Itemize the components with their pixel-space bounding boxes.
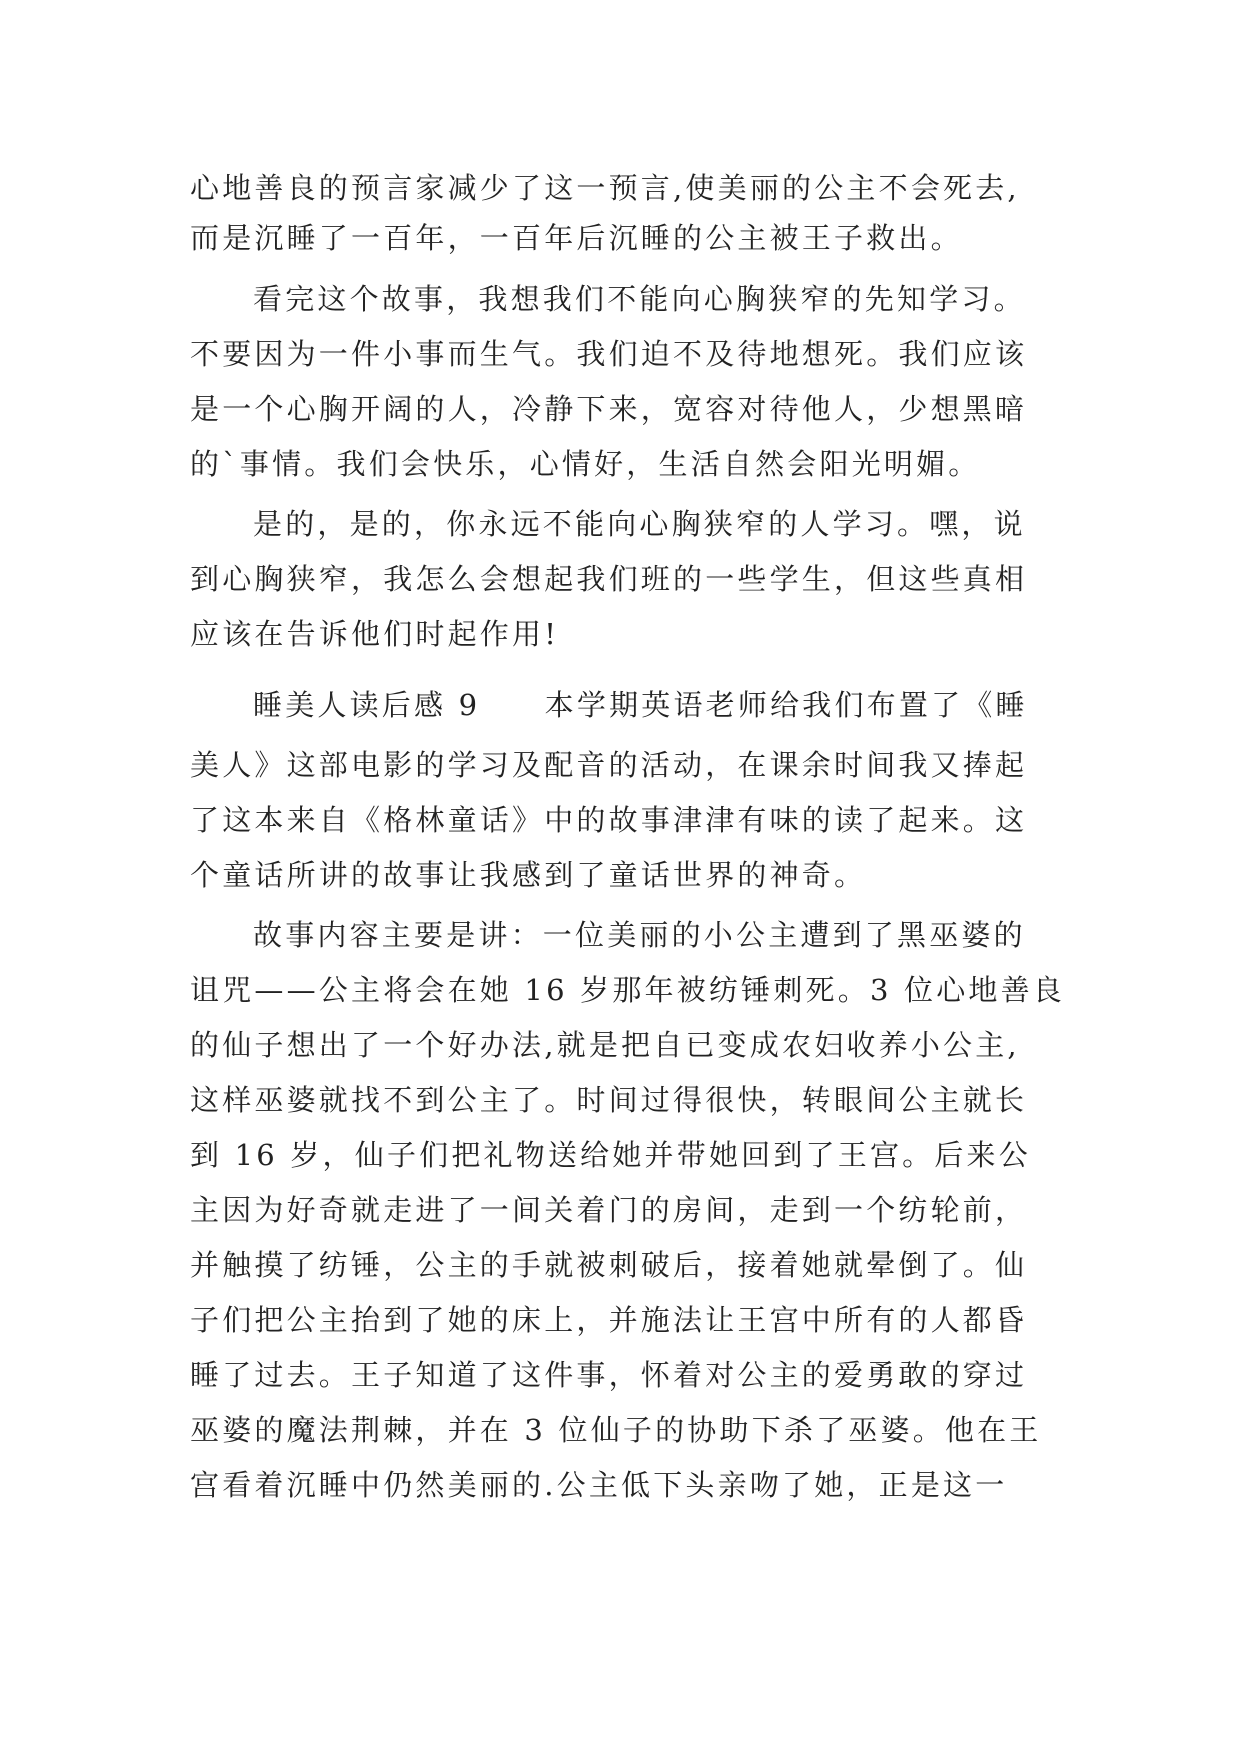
text-line: 是一个心胸开阔的人，冷静下来，宽容对待他人，少想黑暗 — [190, 392, 1028, 426]
section-heading-line: 睡美人读后感 9 本学期英语老师给我们布置了《睡 — [253, 688, 1028, 722]
paragraph-start-line: 是的，是的，你永远不能向心胸狭窄的人学习。嘿，说 — [253, 507, 1026, 541]
text-line: 应该在告诉他们时起作用! — [190, 617, 560, 651]
text-line: 并触摸了纺锤，公主的手就被刺破后，接着她就晕倒了。仙 — [190, 1248, 1028, 1282]
text-line: 而是沉睡了一百年，一百年后沉睡的公主被王子救出。 — [190, 221, 963, 255]
text-line: 不要因为一件小事而生气。我们迫不及待地想死。我们应该 — [190, 337, 1028, 371]
text-line: 到心胸狭窄，我怎么会想起我们班的一些学生，但这些真相 — [190, 562, 1028, 596]
text-line: 了这本来自《格林童话》中的故事津津有味的读了起来。这 — [190, 803, 1028, 837]
text-line: 的`事情。我们会快乐，心情好，生活自然会阳光明媚。 — [190, 447, 981, 481]
text-line: 这样巫婆就找不到公主了。时间过得很快，转眼间公主就长 — [190, 1083, 1028, 1117]
text-line: 睡了过去。王子知道了这件事，怀着对公主的爱勇敢的穿过 — [190, 1358, 1028, 1392]
text-line: 宫看着沉睡中仍然美丽的.公主低下头亲吻了她，正是这一 — [190, 1468, 1008, 1502]
paragraph-start-line: 故事内容主要是讲：一位美丽的小公主遭到了黑巫婆的 — [253, 918, 1026, 952]
text-line: 个童话所讲的故事让我感到了童话世界的神奇。 — [190, 858, 867, 892]
text-line: 子们把公主抬到了她的床上，并施法让王宫中所有的人都昏 — [190, 1303, 1028, 1337]
paragraph-start-line: 看完这个故事，我想我们不能向心胸狭窄的先知学习。 — [253, 282, 1026, 316]
text-line: 心地善良的预言家减少了这一预言,使美丽的公主不会死去, — [190, 171, 1020, 205]
text-line: 美人》这部电影的学习及配音的活动，在课余时间我又捧起 — [190, 748, 1028, 782]
text-line: 巫婆的魔法荆棘，并在 3 位仙子的协助下杀了巫婆。他在王 — [190, 1413, 1042, 1447]
text-line: 的仙子想出了一个好办法,就是把自已变成农妇收养小公主, — [190, 1028, 1020, 1062]
text-line: 诅咒——公主将会在她 16 岁那年被纺锤刺死。3 位心地善良 — [190, 973, 1066, 1007]
text-line: 主因为好奇就走进了一间关着门的房间，走到一个纺轮前， — [190, 1193, 1028, 1227]
text-line: 到 16 岁，仙子们把礼物送给她并带她回到了王宫。后来公 — [190, 1138, 1031, 1172]
